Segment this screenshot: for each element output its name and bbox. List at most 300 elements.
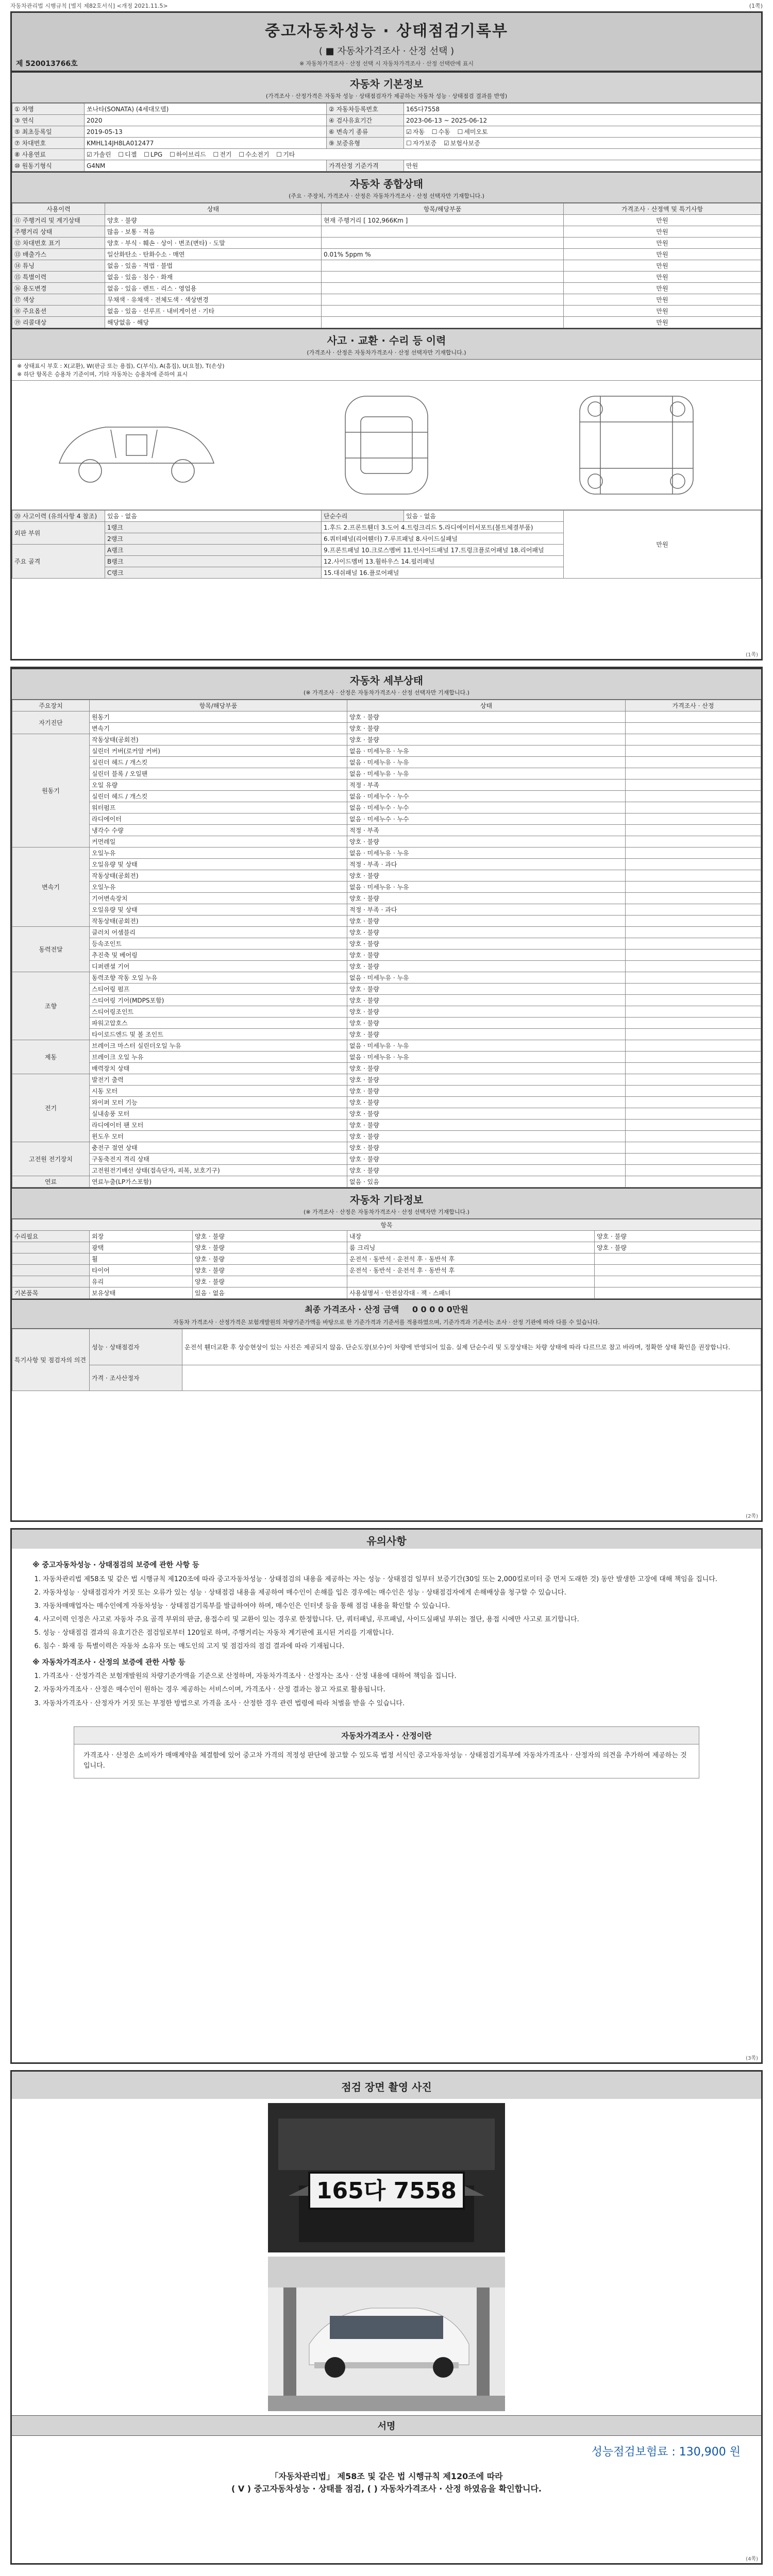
detail-item: 타이로드엔드 및 볼 조인트 xyxy=(90,1029,347,1040)
accident-answer: 있음 · 없음 xyxy=(105,511,322,522)
summary-state: 일산화탄소 · 탄화수소 · 매연 xyxy=(105,249,322,260)
detail-item: 라디에이터 팬 모터 xyxy=(90,1120,347,1131)
detail-row xyxy=(12,1154,761,1165)
detail-row xyxy=(12,972,761,984)
summary-row xyxy=(12,249,761,260)
etc-a: 휠 xyxy=(90,1253,193,1265)
etc-table xyxy=(12,1219,761,1299)
detail-price xyxy=(626,1086,761,1097)
engine-label: ⑩ 원동기형식 xyxy=(12,160,85,172)
detail-row xyxy=(12,882,761,893)
detail-price xyxy=(626,1131,761,1142)
etc-title: 자동차 기타정보 xyxy=(12,1188,761,1208)
detail-price xyxy=(626,882,761,893)
summary-state: 없음 · 있음 · 선루프 · 내비게이션 · 기타 xyxy=(105,306,322,317)
summary-price: 만원 xyxy=(564,294,761,306)
detail-row xyxy=(12,1052,761,1063)
etc-note: (※ 가격조사 · 산정은 자동차가격조사 · 산정 선택자만 기재합니다.) xyxy=(12,1208,761,1219)
detail-state: 적정 · 부족 xyxy=(347,825,626,836)
detail-header-state: 상태 xyxy=(347,700,626,711)
detail-price xyxy=(626,916,761,927)
detail-price xyxy=(626,893,761,904)
detail-price xyxy=(626,995,761,1006)
detail-price xyxy=(626,1029,761,1040)
detail-state: 없음 · 미세누유 · 누유 xyxy=(347,768,626,779)
footer-line-2: ( V ) 중고자동차성능 · 상태를 점검, ( ) 자동차가격조사 · 산정 하였음을 확인합니다. xyxy=(231,2484,542,2494)
etc-a-s: 양호 · 불량 xyxy=(193,1253,347,1265)
detail-item: 작동상태(공회전) xyxy=(90,734,347,745)
etc-row xyxy=(12,1231,761,1242)
detail-price xyxy=(626,734,761,745)
detail-price xyxy=(626,904,761,916)
detail-price xyxy=(626,1074,761,1086)
rank1-items: 1.후드 2.프론트휀더 3.도어 4.트렁크리드 5.라디에이터서포트(볼트체결부품) xyxy=(322,522,564,533)
detail-price xyxy=(626,859,761,870)
detail-state: 양호 · 불량 xyxy=(347,961,626,972)
detail-item: 발전기 출력 xyxy=(90,1074,347,1086)
special-notes-appraiser-text xyxy=(182,1365,761,1391)
detail-price xyxy=(626,1142,761,1154)
detail-row xyxy=(12,1120,761,1131)
appraisal-definition-box xyxy=(74,1726,699,1779)
notice-item: 5. 성능 · 상태점검 결과의 유효기간은 점검일로부터 120일로 하며, 주행거리는 자동차 계기판에 표시된 거리를 기재합니다. xyxy=(43,1628,741,1638)
summary-detail xyxy=(322,238,564,249)
detail-state: 양호 · 불량 xyxy=(347,1074,626,1086)
summary-row xyxy=(12,272,761,283)
etc-cat: 수리필요 xyxy=(12,1231,90,1242)
detail-row xyxy=(12,995,761,1006)
detail-row xyxy=(12,779,761,791)
etc-a: 유리 xyxy=(90,1276,193,1287)
etc-row xyxy=(12,1265,761,1276)
detail-state: 양호 · 불량 xyxy=(347,1006,626,1018)
engine-value: G4NM xyxy=(85,160,327,172)
signature-title: 서명 xyxy=(12,2415,761,2436)
detail-item: 충전구 절연 상태 xyxy=(90,1142,347,1154)
car-front-photo xyxy=(268,2103,505,2252)
detail-price xyxy=(626,745,761,757)
detail-header-main: 주요장치 xyxy=(12,700,90,711)
detail-item: 시동 모터 xyxy=(90,1086,347,1097)
document-header xyxy=(12,13,761,72)
notice-heading-1: ※ 중고자동차성능 · 상태점검의 보증에 관한 사항 등 xyxy=(32,1561,199,1569)
page-number: (4쪽) xyxy=(746,2556,758,2562)
page-3 xyxy=(10,1528,763,2064)
fuel-options xyxy=(85,149,761,160)
base-price-label: 가격산정 기준가격 xyxy=(327,160,404,172)
accident-legend: ※ 상태표시 부호 : X(교환), W(판금 또는 용접), C(부식), A(흠집), U(요철), T(손상) xyxy=(17,363,225,369)
detail-row xyxy=(12,745,761,757)
inspection-value: 2023-06-13 ~ 2025-06-12 xyxy=(404,115,761,126)
detail-state: 양호 · 불량 xyxy=(347,1108,626,1120)
detail-state: 양호 · 불량 xyxy=(347,1097,626,1108)
detail-state: 없음 · 있음 xyxy=(347,1176,626,1188)
summary-state: 무채색 · 유채색 · 전체도색 · 색상변경 xyxy=(105,294,322,306)
detail-price xyxy=(626,1108,761,1120)
fuel-diesel-checkbox[interactable]: ☐ 디젤 xyxy=(118,150,137,159)
etc-b: 운전석 · 동반석 · 운전석 후 · 동반석 후 xyxy=(347,1265,595,1276)
summary-table xyxy=(12,203,761,328)
detail-group-name: 제동 xyxy=(12,1040,90,1074)
detail-group-name: 원동기 xyxy=(12,734,90,848)
page-number: (2쪽) xyxy=(746,1514,758,1519)
detail-item: 워터펌프 xyxy=(90,802,347,814)
summary-state: 없음 · 있음 · 적법 · 불법 xyxy=(105,260,322,272)
summary-item: ⑫ 차대번호 표기 xyxy=(12,238,105,249)
transmission-options xyxy=(404,126,761,138)
special-notes-text: 운전석 휀더교환 후 상승현상이 있는 사진은 제공되지 않음. 단순도장(보수)이 차량에 반영되어 있음. 실제 단순수리 및 도장상태는 차량 상태에 따라 다르므로 참고 바라며, 정확한 상태 확인을 권장합니다. xyxy=(182,1329,761,1365)
year-label: ③ 연식 xyxy=(12,115,85,126)
detail-price xyxy=(626,1052,761,1063)
form-reference: 자동차관리법 시행규칙 [별지 제82호서식] <개정 2021.11.5> xyxy=(10,3,168,9)
detail-item: 기어변속장치 xyxy=(90,893,347,904)
detail-item: 변속기 xyxy=(90,723,347,734)
detail-item: 동력조향 작동 오일 누유 xyxy=(90,972,347,984)
final-price-label: 최종 가격조사 · 산정 금액 xyxy=(305,1304,399,1314)
summary-state: 많음 · 보통 · 적음 xyxy=(105,226,322,238)
summary-detail: 현재 주행거리 [ 102,966Km ] xyxy=(322,215,564,226)
page-number: (1쪽) xyxy=(746,652,758,658)
detail-row xyxy=(12,757,761,768)
warranty-insurer-checkbox[interactable]: ☑ 보험사보증 xyxy=(444,139,480,147)
detail-row xyxy=(12,848,761,859)
accident-note: (가격조사 · 산정은 자동차가격조사 · 산정 선택자만 기재합니다.) xyxy=(12,348,761,360)
detail-price xyxy=(626,950,761,961)
detail-row xyxy=(12,1131,761,1142)
etc-row xyxy=(12,1276,761,1287)
etc-b: 운전석 · 동반석 · 운전석 후 · 동반석 후 xyxy=(347,1253,595,1265)
outer-panel-label: 외판 부위 xyxy=(12,522,105,545)
appraisal-definition-text: 가격조사 · 산정은 소비자가 매매계약을 체결함에 있어 중고차 가격의 적정성 판단에 참고할 수 있도록 법정 서식인 중고자동차성능 · 상태점검기록부에 자동차가격조사 · 산정자의 의견을 추가하여 제공하는 것입니다. xyxy=(83,1751,687,1770)
summary-state: 없음 · 있음 · 렌트 · 리스 · 영업용 xyxy=(105,283,322,294)
rankA-label: A랭크 xyxy=(105,545,322,556)
detail-state: 양호 · 불량 xyxy=(347,1165,626,1176)
summary-item: ⑭ 튜닝 xyxy=(12,260,105,272)
rankB-label: B랭크 xyxy=(105,556,322,567)
final-price-amount: 0 0 0 0 0만원 xyxy=(412,1304,468,1314)
detail-item: 스티어링 펌프 xyxy=(90,984,347,995)
detail-item: 실린더 헤드 / 개스킷 xyxy=(90,791,347,802)
detail-price xyxy=(626,779,761,791)
notice-item: 2. 자동차가격조사 · 산정은 매수인이 원하는 경우 제공하는 서비스이며, 가격조사 · 산정 결과는 참고 자료로 활용됩니다. xyxy=(43,1685,741,1695)
vin-value: KMHL14JH8LA012477 xyxy=(85,138,327,149)
summary-item: ⑱ 주요옵션 xyxy=(12,306,105,317)
detail-price xyxy=(626,972,761,984)
etc-cat xyxy=(12,1276,90,1287)
summary-price: 만원 xyxy=(564,238,761,249)
detail-state: 양호 · 불량 xyxy=(347,1063,626,1074)
detail-state: 양호 · 불량 xyxy=(347,711,626,723)
notice-list-1 xyxy=(32,1574,741,1652)
detail-row xyxy=(12,938,761,950)
detail-state: 없음 · 미세누유 · 누유 xyxy=(347,972,626,984)
summary-detail xyxy=(322,317,564,328)
detail-row xyxy=(12,1006,761,1018)
detail-row xyxy=(12,984,761,995)
warranty-label: ⑨ 보증유형 xyxy=(327,138,404,149)
detail-item: 실린더 블록 / 오일팬 xyxy=(90,768,347,779)
summary-row xyxy=(12,283,761,294)
detail-price xyxy=(626,757,761,768)
detail-group-name: 자기진단 xyxy=(12,711,90,734)
detail-state: 양호 · 불량 xyxy=(347,1142,626,1154)
basic-info-table xyxy=(12,103,761,172)
detail-item: 윈도우 모터 xyxy=(90,1131,347,1142)
detail-item: 오일유량 및 상태 xyxy=(90,859,347,870)
summary-price: 만원 xyxy=(564,317,761,328)
transmission-label: ⑥ 변속기 종류 xyxy=(327,126,404,138)
detail-row xyxy=(12,1165,761,1176)
notice-title: 유의사항 xyxy=(12,1530,761,1549)
detail-price xyxy=(626,1018,761,1029)
etc-b xyxy=(347,1276,595,1287)
detail-row xyxy=(12,1040,761,1052)
detail-price xyxy=(626,984,761,995)
final-price-note: 자동차 가격조사 · 산정가격은 보험개발원의 차량기준가액을 바탕으로 한 기준가격과 기준서를 적용하였으며, 기준가격과 기준서는 조사 · 산정 기관에 따라 다를 수 있습니다. xyxy=(12,1316,761,1329)
basic-info-title: 자동차 기본정보 xyxy=(12,72,761,92)
detail-item: 파워고압호스 xyxy=(90,1018,347,1029)
etc-cat xyxy=(12,1265,90,1276)
form-reference-bar xyxy=(0,0,773,11)
detail-price xyxy=(626,723,761,734)
notice-list-2 xyxy=(32,1671,741,1708)
rankC-items: 15.대쉬패널 16.플로어패널 xyxy=(322,567,564,579)
detail-row xyxy=(12,859,761,870)
detail-row xyxy=(12,927,761,938)
summary-item: ⑮ 특별이력 xyxy=(12,272,105,283)
etc-b: 사용설명서 · 안전삼각대 · 잭 · 스패너 xyxy=(347,1287,595,1299)
summary-state: 해당없음 · 해당 xyxy=(105,317,322,328)
rankA-items: 9.프론트패널 10.크로스멤버 11.인사이드패널 17.트렁크플로어패널 18.리어패널 xyxy=(322,545,564,556)
detail-group-name: 동력전달 xyxy=(12,927,90,972)
page-marker: (1쪽) xyxy=(749,3,763,9)
detail-row xyxy=(12,1142,761,1154)
etc-a-s: 양호 · 불량 xyxy=(193,1276,347,1287)
etc-b-s: 양호 · 불량 xyxy=(595,1242,761,1253)
inspection-label: ④ 검사유효기간 xyxy=(327,115,404,126)
detail-price xyxy=(626,1120,761,1131)
detail-row xyxy=(12,916,761,927)
notice-item: 2. 자동차성능 · 상태점검자가 거짓 또는 오류가 있는 성능 · 상태점검 내용을 제공하여 매수인이 손해를 입은 경우에는 매수인은 성능 · 상태점검자에게 손해배상을 청구할 수 있습니다. xyxy=(43,1588,741,1598)
detail-item: 고전원전기배선 상태(접속단자, 피복, 보호기구) xyxy=(90,1165,347,1176)
detail-row xyxy=(12,1029,761,1040)
summary-row xyxy=(12,306,761,317)
detail-group-name: 고전원 전기장치 xyxy=(12,1142,90,1176)
summary-note: (주요 · 주장치, 가격조사 · 산정은 자동차가격조사 · 산정 선택자만 기재합니다.) xyxy=(12,192,761,203)
page-4 xyxy=(10,2070,763,2565)
etc-header: 항목 xyxy=(12,1219,761,1231)
detail-price xyxy=(626,1176,761,1188)
detail-state: 양호 · 불량 xyxy=(347,1120,626,1131)
summary-row xyxy=(12,317,761,328)
detail-state: 양호 · 불량 xyxy=(347,723,626,734)
license-plate-text: 165다 7558 xyxy=(316,2178,457,2204)
summary-item: 주행거리 상태 xyxy=(12,226,105,238)
car-frame-diagram xyxy=(539,386,734,504)
etc-b-s xyxy=(595,1276,761,1287)
etc-row xyxy=(12,1253,761,1265)
etc-cat: 기본품목 xyxy=(12,1287,90,1299)
final-price-title xyxy=(12,1299,761,1316)
etc-a: 광택 xyxy=(90,1242,193,1253)
detail-price xyxy=(626,814,761,825)
trans-semi-checkbox[interactable]: ☐ 세미오토 xyxy=(458,127,488,136)
fuel-electric-checkbox[interactable]: ☐ 전기 xyxy=(213,150,232,159)
detail-item: 오일누유 xyxy=(90,882,347,893)
detail-item: 브레이크 마스터 실린더오일 누유 xyxy=(90,1040,347,1052)
detail-group-name: 변속기 xyxy=(12,848,90,927)
fuel-lpg-checkbox[interactable]: ☐ LPG xyxy=(144,151,162,158)
detail-row xyxy=(12,768,761,779)
fuel-label: ⑧ 사용연료 xyxy=(12,149,85,160)
summary-price: 만원 xyxy=(564,283,761,294)
frame-label: 주요 골격 xyxy=(12,545,105,579)
summary-item: ⑲ 리콜대상 xyxy=(12,317,105,328)
warranty-self-checkbox[interactable]: ☐ 자가보증 xyxy=(406,139,436,147)
detail-state: 적정 · 부족 xyxy=(347,779,626,791)
detail-state: 없음 · 미세누유 · 누유 xyxy=(347,745,626,757)
notice-item: 3. 자동차가격조사 · 산정자가 거짓 또는 부정한 방법으로 가격을 조사 · 산정한 경우 관련 법령에 따라 처벌을 받을 수 있습니다. xyxy=(43,1699,741,1709)
detail-row xyxy=(12,836,761,848)
detail-group-name: 연료 xyxy=(12,1176,90,1188)
detail-item: 등속조인트 xyxy=(90,938,347,950)
summary-item: ⑯ 용도변경 xyxy=(12,283,105,294)
detail-row xyxy=(12,723,761,734)
detail-state: 양호 · 불량 xyxy=(347,995,626,1006)
detail-price xyxy=(626,1154,761,1165)
fuel-etc-checkbox[interactable]: ☐ 기타 xyxy=(276,150,295,159)
etc-a-s: 양호 · 불량 xyxy=(193,1265,347,1276)
detail-state: 양호 · 불량 xyxy=(347,916,626,927)
detail-item: 추진축 및 베어링 xyxy=(90,950,347,961)
detail-title: 자동차 세부상태 xyxy=(12,668,761,688)
detail-price xyxy=(626,1063,761,1074)
detail-row xyxy=(12,1018,761,1029)
detail-item: 라디에이터 xyxy=(90,814,347,825)
special-notes-label: 특기사항 및 점검자의 의견 xyxy=(12,1329,90,1391)
detail-item: 작동상태(공회전) xyxy=(90,870,347,882)
summary-row xyxy=(12,215,761,226)
warranty-options xyxy=(404,138,761,149)
detail-price xyxy=(626,1165,761,1176)
fuel-hybrid-checkbox[interactable]: ☐ 하이브리드 xyxy=(170,150,206,159)
special-notes-table xyxy=(12,1329,761,1391)
fuel-hydrogen-checkbox[interactable]: ☐ 수소전기 xyxy=(239,150,269,159)
trans-auto-checkbox[interactable]: ☑ 자동 xyxy=(406,127,425,136)
detail-state: 양호 · 불량 xyxy=(347,1154,626,1165)
detail-price xyxy=(626,848,761,859)
summary-item: ⑪ 주행거리 및 계기상태 xyxy=(12,215,105,226)
detail-row xyxy=(12,1097,761,1108)
detail-state: 양호 · 불량 xyxy=(347,927,626,938)
detail-state: 없음 · 미세누수 · 누수 xyxy=(347,802,626,814)
fuel-gasoline-checkbox[interactable]: ☑ 가솔린 xyxy=(87,150,111,159)
detail-row xyxy=(12,814,761,825)
detail-row xyxy=(12,1063,761,1074)
trans-manual-checkbox[interactable]: ☐ 수동 xyxy=(432,127,450,136)
notice-item: 1. 자동차관리법 제58조 및 같은 법 시행규칙 제120조에 따라 중고자동차성능 · 상태점검의 내용을 제공하는 자는 성능 · 상태점검 일부터 보증기간(30일 또는 2,000킬로미터 중 먼저 도래한 것) 동안 발생한 고장에 대해 책임을 집니다. xyxy=(43,1574,741,1585)
detail-row xyxy=(12,1086,761,1097)
notice-item: 1. 가격조사 · 산정가격은 보험개발원의 차량기준가액을 기준으로 산정하며, 자동차가격조사 · 산정자는 조사 · 산정 내용에 대하여 책임을 집니다. xyxy=(43,1671,741,1682)
detail-price xyxy=(626,836,761,848)
summary-row xyxy=(12,238,761,249)
summary-row xyxy=(12,260,761,272)
detail-item: 작동상태(공회전) xyxy=(90,916,347,927)
detail-state: 양호 · 불량 xyxy=(347,950,626,961)
detail-header-item: 항목/해당부품 xyxy=(90,700,347,711)
detail-price xyxy=(626,1040,761,1052)
etc-b-s xyxy=(595,1265,761,1276)
etc-a-s: 있음 · 없음 xyxy=(193,1287,347,1299)
detail-row xyxy=(12,870,761,882)
detail-row xyxy=(12,1176,761,1188)
simple-repair-question: 단순수리 xyxy=(322,511,404,522)
detail-item: 오일누유 xyxy=(90,848,347,859)
detail-row xyxy=(12,893,761,904)
detail-item: 디퍼렌셜 기어 xyxy=(90,961,347,972)
etc-b: 내장 xyxy=(347,1231,595,1242)
detail-item: 클러치 어셈블리 xyxy=(90,927,347,938)
etc-a-s: 양호 · 불량 xyxy=(193,1242,347,1253)
car-name-value: 쏘나타(SONATA) (4세대모델) xyxy=(85,104,327,115)
summary-state: 없음 · 있음 · 침수 · 화재 xyxy=(105,272,322,283)
summary-detail xyxy=(322,283,564,294)
confirmation-footer xyxy=(12,2466,761,2507)
photo-front-plate xyxy=(268,2103,505,2252)
basic-info-note: (가격조사 · 산정가격은 자동차 성능 · 상태점검자가 제공하는 자동차 성능 · 상태점검 결과를 반영) xyxy=(12,92,761,103)
detail-row xyxy=(12,791,761,802)
appraisal-definition-title: 자동차가격조사 · 산정이란 xyxy=(74,1727,699,1744)
detail-state: 양호 · 불량 xyxy=(347,1086,626,1097)
page-2 xyxy=(10,667,763,1522)
etc-cat xyxy=(12,1253,90,1265)
photo-lift xyxy=(268,2257,505,2411)
photos-title: 점검 장면 촬영 사진 xyxy=(12,2072,761,2099)
detail-item: 구동축전지 격리 상태 xyxy=(90,1154,347,1165)
rank1-label: 1랭크 xyxy=(105,522,322,533)
detail-price xyxy=(626,938,761,950)
summary-item: ⑬ 배출가스 xyxy=(12,249,105,260)
detail-item: 실린더 커버(로커암 커버) xyxy=(90,745,347,757)
page-1 xyxy=(10,11,763,660)
notice-heading-2: ※ 자동차가격조사 · 산정의 보증에 관한 사항 등 xyxy=(32,1658,186,1667)
detail-state: 양호 · 불량 xyxy=(347,984,626,995)
insurance-fee: 성능점검보험료 : 130,900 원 xyxy=(591,2446,741,2459)
rank2-label: 2랭크 xyxy=(105,533,322,545)
simple-repair-answer: 있음 · 없음 xyxy=(404,511,564,522)
detail-price xyxy=(626,870,761,882)
first-reg-label: ⑤ 최초등록일 xyxy=(12,126,85,138)
detail-price xyxy=(626,711,761,723)
etc-cat xyxy=(12,1242,90,1253)
detail-item: 와이퍼 모터 기능 xyxy=(90,1097,347,1108)
detail-item: 스티어링 기어(MDPS포함) xyxy=(90,995,347,1006)
detail-group-name: 전기 xyxy=(12,1074,90,1142)
summary-price: 만원 xyxy=(564,306,761,317)
detail-item: 스티어링조인트 xyxy=(90,1006,347,1018)
summary-header-state: 상태 xyxy=(105,204,322,215)
reg-no-value: 165다7558 xyxy=(404,104,761,115)
summary-detail xyxy=(322,260,564,272)
detail-state: 양호 · 불량 xyxy=(347,938,626,950)
notice-item: 6. 침수 · 화재 등 특별이력은 자동차 소유자 또는 매도인의 고지 및 점검자의 점검 결과에 따라 기재됩니다. xyxy=(43,1641,741,1652)
vin-label: ⑦ 차대번호 xyxy=(12,138,85,149)
accident-question: ⑳ 사고이력 (유의사항 4 참조) xyxy=(12,511,105,522)
detail-item: 원동기 xyxy=(90,711,347,723)
detail-state: 적정 · 부족 · 과다 xyxy=(347,904,626,916)
footer-line-1: 「자동차관리법」 제58조 및 같은 법 시행규칙 제120조에 따라 xyxy=(270,2471,503,2481)
detail-item: 실린더 헤드 / 개스킷 xyxy=(90,757,347,768)
